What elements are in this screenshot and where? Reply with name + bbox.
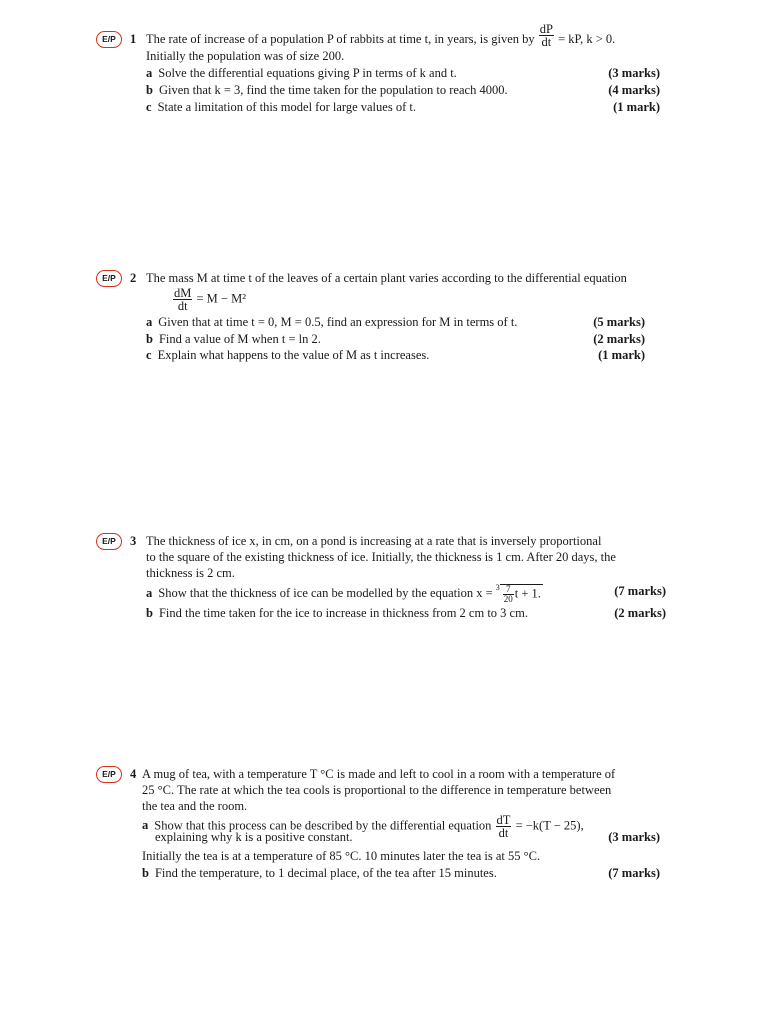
question-4	[96, 766, 666, 886]
marks: (2 marks)	[593, 332, 645, 346]
marks: (1 mark)	[613, 100, 660, 114]
exam-practice-badge: E/P	[96, 270, 122, 287]
question-2	[96, 270, 666, 370]
question-3	[96, 533, 666, 633]
part-b: b Find the temperature, to 1 decimal place, of the tea after 15 minutes.	[142, 866, 497, 880]
marks: (1 mark)	[598, 348, 645, 362]
question-stem: A mug of tea, with a temperature T °C is made and left to cool in a room with a temperature of	[142, 767, 616, 781]
cube-root-expression: $^3$ $\frac{7}{20}$ t + 1.	[495, 583, 541, 604]
marks: (7 marks)	[608, 866, 660, 880]
derivative-fraction: $\frac{dT}{dt}$	[496, 813, 511, 840]
part-a-continued: explaining why k is a positive constant.	[155, 830, 353, 844]
marks: (5 marks)	[593, 315, 645, 329]
question-stem: thickness is 2 cm.	[146, 566, 235, 580]
marks: (2 marks)	[614, 606, 666, 620]
part-a: a Show that this process can be described by the differential equation $\frac{dT}{dt}$ = −k(T − 25),	[142, 813, 584, 840]
question-stem: Initially the tea is at a temperature of 85 °C. 10 minutes later the tea is at 55 °C.	[142, 849, 541, 863]
question-number: 1	[130, 32, 137, 46]
question-stem: to the square of the existing thickness of ice. Initially, the thickness is 1 cm. After 20 days, the	[146, 550, 616, 564]
question-stem: the tea and the room.	[142, 799, 248, 813]
part-c: c State a limitation of this model for large values of t.	[146, 100, 416, 114]
part-a: a Show that the thickness of ice can be modelled by the equation x = $^3$ $\frac{7}{20}$ t + 1.	[146, 583, 541, 604]
part-c: c Explain what happens to the value of M as t increases.	[146, 348, 430, 362]
part-b: b Find a value of M when t = ln 2.	[146, 332, 321, 346]
question-stem: The rate of increase of a population P of rabbits at time t, in years, is given by $\frac{dP}{dt}$ = kP, k > 0.	[146, 21, 616, 49]
marks: (7 marks)	[614, 584, 666, 598]
question-stem: The mass M at time t of the leaves of a certain plant varies according to the differential equation	[146, 271, 627, 285]
question-number: 3	[130, 534, 137, 548]
part-a: a Solve the differential equations giving P in terms of k and t.	[146, 66, 457, 80]
marks: (3 marks)	[608, 830, 660, 844]
question-stem: 25 °C. The rate at which the tea cools is proportional to the difference in temperature between	[142, 783, 612, 797]
marks: (3 marks)	[608, 66, 660, 80]
equation: $\frac{dM}{dt}$ = M − M²	[174, 286, 246, 313]
exam-practice-badge: E/P	[96, 766, 122, 783]
derivative-fraction: $\frac{dP}{dt}$	[539, 21, 553, 49]
marks: (4 marks)	[608, 83, 660, 97]
question-stem: Initially the population was of size 200.	[146, 49, 345, 63]
question-number: 2	[130, 271, 137, 285]
part-a: a Given that at time t = 0, M = 0.5, find an expression for M in terms of t.	[146, 315, 518, 329]
question-1	[96, 21, 666, 128]
exam-practice-badge: E/P	[96, 533, 122, 550]
question-stem: The thickness of ice x, in cm, on a pond is increasing at a rate that is inversely proportional	[146, 534, 602, 548]
part-b: b Find the time taken for the ice to increase in thickness from 2 cm to 3 cm.	[146, 606, 528, 620]
exam-practice-badge: E/P	[96, 31, 122, 48]
derivative-fraction: $\frac{dM}{dt}$	[174, 286, 192, 313]
question-number: 4	[130, 767, 137, 781]
part-b: b Given that k = 3, find the time taken for the population to reach 4000.	[146, 83, 508, 97]
